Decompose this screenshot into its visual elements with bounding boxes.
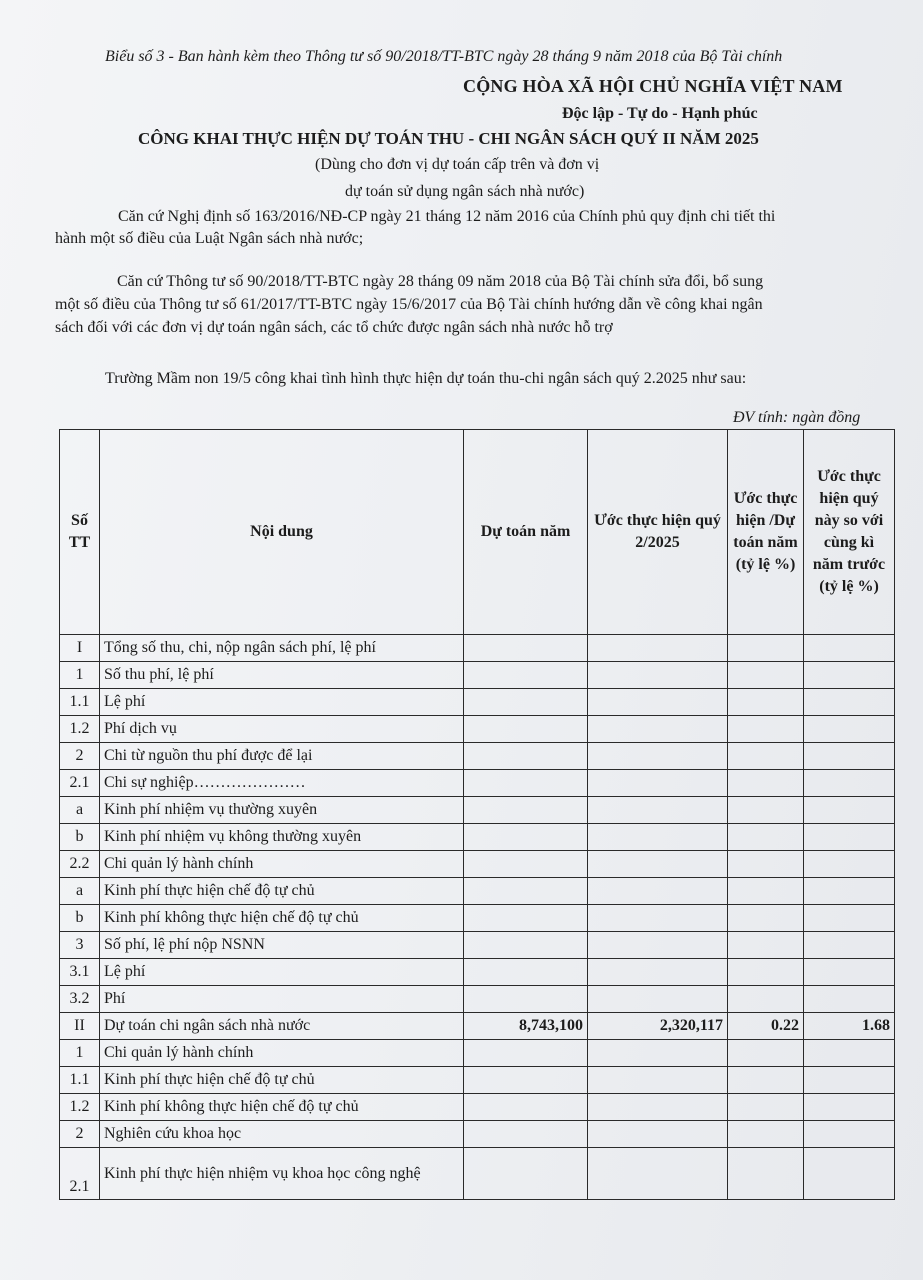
row-annual-estimate bbox=[464, 770, 588, 797]
table-row bbox=[60, 1148, 895, 1200]
row-stt: 2 bbox=[60, 1121, 100, 1148]
row-ratio-prev-year bbox=[804, 986, 895, 1013]
row-content: Kinh phí nhiệm vụ không thường xuyên bbox=[100, 824, 464, 851]
header-annual-estimate: Dự toán năm bbox=[464, 430, 588, 635]
row-ratio-prev-year bbox=[804, 635, 895, 662]
row-content: Số phí, lệ phí nộp NSNN bbox=[100, 932, 464, 959]
row-stt: 1 bbox=[60, 662, 100, 689]
row-ratio-prev-year bbox=[804, 662, 895, 689]
row-ratio-year bbox=[728, 1094, 804, 1121]
row-q2-estimate bbox=[588, 932, 728, 959]
row-q2-estimate bbox=[588, 1148, 728, 1200]
table-row bbox=[60, 797, 895, 824]
row-annual-estimate bbox=[464, 716, 588, 743]
national-motto: Độc lập - Tự do - Hạnh phúc bbox=[562, 105, 758, 122]
row-q2-estimate bbox=[588, 797, 728, 824]
row-content: Kinh phí không thực hiện chế độ tự chủ bbox=[100, 905, 464, 932]
row-content: Chi từ nguồn thu phí được để lại bbox=[100, 743, 464, 770]
document-subtitle-line-2: dự toán sử dụng ngân sách nhà nước) bbox=[345, 183, 585, 200]
row-content: Chi quản lý hành chính bbox=[100, 851, 464, 878]
row-ratio-prev-year bbox=[804, 1148, 895, 1200]
row-ratio-prev-year bbox=[804, 824, 895, 851]
row-q2-estimate bbox=[588, 1040, 728, 1067]
row-stt: 2.1 bbox=[60, 770, 100, 797]
row-annual-estimate bbox=[464, 797, 588, 824]
row-annual-estimate bbox=[464, 1040, 588, 1067]
table-row bbox=[60, 986, 895, 1013]
row-ratio-prev-year bbox=[804, 1121, 895, 1148]
row-ratio-prev-year bbox=[804, 1040, 895, 1067]
table-row bbox=[60, 635, 895, 662]
row-q2-estimate bbox=[588, 959, 728, 986]
row-content: Nghiên cứu khoa học bbox=[100, 1121, 464, 1148]
row-q2-estimate bbox=[588, 689, 728, 716]
header-ratio-prev-year: Ước thực hiện quý này so với cùng kì năm trước (tỷ lệ %) bbox=[804, 430, 895, 635]
row-annual-estimate bbox=[464, 878, 588, 905]
row-stt: I bbox=[60, 635, 100, 662]
row-ratio-year bbox=[728, 797, 804, 824]
document-subtitle-line-1: (Dùng cho đơn vị dự toán cấp trên và đơn vị bbox=[315, 156, 600, 173]
table-row bbox=[60, 662, 895, 689]
row-ratio-prev-year bbox=[804, 716, 895, 743]
row-ratio-prev-year: 1.68 bbox=[804, 1013, 895, 1040]
row-ratio-year: 0.22 bbox=[728, 1013, 804, 1040]
row-ratio-year bbox=[728, 878, 804, 905]
row-stt: 2 bbox=[60, 743, 100, 770]
row-q2-estimate bbox=[588, 716, 728, 743]
row-ratio-year bbox=[728, 905, 804, 932]
table-row bbox=[60, 716, 895, 743]
row-stt: 3.2 bbox=[60, 986, 100, 1013]
row-content: Lệ phí bbox=[100, 959, 464, 986]
table-row bbox=[60, 689, 895, 716]
legal-basis-2-line-3: sách đối với các đơn vị dự toán ngân sách, các tổ chức được ngân sách nhà nước hỗ trợ bbox=[55, 319, 613, 336]
row-content: Tổng số thu, chi, nộp ngân sách phí, lệ phí bbox=[100, 635, 464, 662]
disclosure-statement: Trường Mầm non 19/5 công khai tình hình thực hiện dự toán thu-chi ngân sách quý 2.2025 như sau: bbox=[105, 370, 747, 387]
row-ratio-prev-year bbox=[804, 851, 895, 878]
row-stt: a bbox=[60, 797, 100, 824]
table-row bbox=[60, 1040, 895, 1067]
row-ratio-year bbox=[728, 851, 804, 878]
row-annual-estimate bbox=[464, 635, 588, 662]
row-content: Kinh phí không thực hiện chế độ tự chủ bbox=[100, 1094, 464, 1121]
row-content: Số thu phí, lệ phí bbox=[100, 662, 464, 689]
row-annual-estimate: 8,743,100 bbox=[464, 1013, 588, 1040]
row-ratio-year bbox=[728, 1148, 804, 1200]
legal-basis-2-line-2: một số điều của Thông tư số 61/2017/TT-BTC ngày 15/6/2017 của Bộ Tài chính hướng dẫn về công khai ngân bbox=[55, 296, 763, 313]
table-header-row bbox=[60, 430, 895, 635]
table-row bbox=[60, 1121, 895, 1148]
row-annual-estimate bbox=[464, 986, 588, 1013]
row-annual-estimate bbox=[464, 1067, 588, 1094]
row-ratio-year bbox=[728, 932, 804, 959]
row-stt: a bbox=[60, 878, 100, 905]
row-ratio-year bbox=[728, 716, 804, 743]
row-q2-estimate bbox=[588, 743, 728, 770]
row-content: Phí dịch vụ bbox=[100, 716, 464, 743]
header-ratio-year: Ước thực hiện /Dự toán năm (tỷ lệ %) bbox=[728, 430, 804, 635]
table-row bbox=[60, 851, 895, 878]
row-ratio-year bbox=[728, 959, 804, 986]
table-row bbox=[60, 878, 895, 905]
table-body bbox=[60, 635, 895, 1200]
row-ratio-year bbox=[728, 824, 804, 851]
row-ratio-prev-year bbox=[804, 878, 895, 905]
row-q2-estimate bbox=[588, 824, 728, 851]
row-ratio-year bbox=[728, 1040, 804, 1067]
row-content: Kinh phí nhiệm vụ thường xuyên bbox=[100, 797, 464, 824]
table-row bbox=[60, 770, 895, 797]
table-row bbox=[60, 932, 895, 959]
row-ratio-prev-year bbox=[804, 1067, 895, 1094]
row-annual-estimate bbox=[464, 1094, 588, 1121]
row-stt: 2.2 bbox=[60, 851, 100, 878]
row-annual-estimate bbox=[464, 689, 588, 716]
row-q2-estimate bbox=[588, 851, 728, 878]
row-ratio-prev-year bbox=[804, 743, 895, 770]
row-ratio-year bbox=[728, 1121, 804, 1148]
row-ratio-prev-year bbox=[804, 1094, 895, 1121]
legal-basis-1-line-2: hành một số điều của Luật Ngân sách nhà nước; bbox=[55, 230, 364, 247]
row-annual-estimate bbox=[464, 743, 588, 770]
row-stt: II bbox=[60, 1013, 100, 1040]
budget-table bbox=[59, 429, 895, 1200]
legal-basis-1-line-1: Căn cứ Nghị định số 163/2016/NĐ-CP ngày 21 tháng 12 năm 2016 của Chính phủ quy định chi tiết thi bbox=[118, 208, 776, 225]
table-row bbox=[60, 743, 895, 770]
row-ratio-prev-year bbox=[804, 770, 895, 797]
row-content: Kinh phí thực hiện chế độ tự chủ bbox=[100, 1067, 464, 1094]
row-annual-estimate bbox=[464, 959, 588, 986]
row-ratio-year bbox=[728, 986, 804, 1013]
row-q2-estimate bbox=[588, 905, 728, 932]
row-q2-estimate bbox=[588, 1121, 728, 1148]
row-stt: 3 bbox=[60, 932, 100, 959]
row-ratio-year bbox=[728, 770, 804, 797]
table-row bbox=[60, 1094, 895, 1121]
row-stt: 1.1 bbox=[60, 689, 100, 716]
row-ratio-year bbox=[728, 662, 804, 689]
row-annual-estimate bbox=[464, 824, 588, 851]
row-ratio-year bbox=[728, 1067, 804, 1094]
row-content: Dự toán chi ngân sách nhà nước bbox=[100, 1013, 464, 1040]
row-q2-estimate: 2,320,117 bbox=[588, 1013, 728, 1040]
row-q2-estimate bbox=[588, 1094, 728, 1121]
row-ratio-prev-year bbox=[804, 932, 895, 959]
table-row bbox=[60, 1013, 895, 1040]
unit-note: ĐV tính: ngàn đồng bbox=[733, 409, 861, 426]
header-content: Nội dung bbox=[100, 430, 464, 635]
row-content: Lệ phí bbox=[100, 689, 464, 716]
row-ratio-prev-year bbox=[804, 689, 895, 716]
row-annual-estimate bbox=[464, 1148, 588, 1200]
row-stt: 2.1 bbox=[60, 1148, 100, 1200]
row-stt: 1.2 bbox=[60, 716, 100, 743]
form-reference-note: Biểu số 3 - Ban hành kèm theo Thông tư số 90/2018/TT-BTC ngày 28 tháng 9 năm 2018 của Bộ Tài chính bbox=[105, 48, 783, 65]
row-q2-estimate bbox=[588, 662, 728, 689]
table-row bbox=[60, 824, 895, 851]
document-title: CÔNG KHAI THỰC HIỆN DỰ TOÁN THU - CHI NGÂN SÁCH QUÝ II NĂM 2025 bbox=[138, 129, 759, 148]
row-annual-estimate bbox=[464, 662, 588, 689]
national-title: CỘNG HÒA XÃ HỘI CHỦ NGHĨA VIỆT NAM bbox=[463, 76, 843, 96]
row-annual-estimate bbox=[464, 1121, 588, 1148]
row-q2-estimate bbox=[588, 986, 728, 1013]
row-q2-estimate bbox=[588, 635, 728, 662]
table-row bbox=[60, 905, 895, 932]
header-q2-estimate: Ước thực hiện quý 2/2025 bbox=[588, 430, 728, 635]
row-annual-estimate bbox=[464, 905, 588, 932]
row-stt: 3.1 bbox=[60, 959, 100, 986]
row-stt: b bbox=[60, 905, 100, 932]
header-stt: Số TT bbox=[60, 430, 100, 635]
legal-basis-2-line-1: Căn cứ Thông tư số 90/2018/TT-BTC ngày 28 tháng 09 năm 2018 của Bộ Tài chính sửa đổi, bổ sung bbox=[117, 273, 764, 290]
row-content: Kinh phí thực hiện chế độ tự chủ bbox=[100, 878, 464, 905]
row-stt: b bbox=[60, 824, 100, 851]
row-ratio-prev-year bbox=[804, 959, 895, 986]
row-ratio-year bbox=[728, 743, 804, 770]
row-annual-estimate bbox=[464, 932, 588, 959]
row-ratio-year bbox=[728, 635, 804, 662]
row-content: Phí bbox=[100, 986, 464, 1013]
table-row bbox=[60, 959, 895, 986]
row-ratio-year bbox=[728, 689, 804, 716]
row-q2-estimate bbox=[588, 1067, 728, 1094]
table-row bbox=[60, 1067, 895, 1094]
row-stt: 1.1 bbox=[60, 1067, 100, 1094]
row-content: Kinh phí thực hiện nhiệm vụ khoa học công nghệ bbox=[100, 1148, 464, 1200]
row-stt: 1.2 bbox=[60, 1094, 100, 1121]
row-q2-estimate bbox=[588, 878, 728, 905]
row-stt: 1 bbox=[60, 1040, 100, 1067]
row-ratio-prev-year bbox=[804, 905, 895, 932]
row-content: Chi quản lý hành chính bbox=[100, 1040, 464, 1067]
row-content: Chi sự nghiệp………………… bbox=[100, 770, 464, 797]
row-q2-estimate bbox=[588, 770, 728, 797]
row-ratio-prev-year bbox=[804, 797, 895, 824]
row-annual-estimate bbox=[464, 851, 588, 878]
